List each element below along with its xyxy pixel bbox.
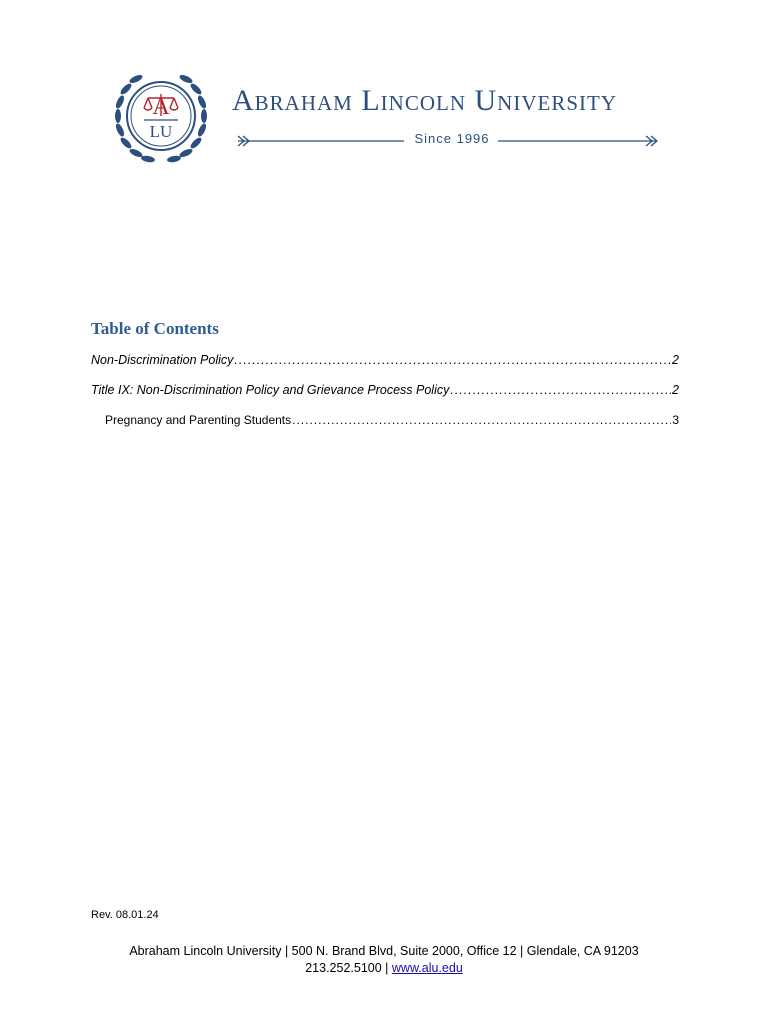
toc-entry-page: 2 [672,353,679,367]
toc-entry-page: 3 [672,413,679,427]
university-seal-icon [104,66,218,166]
since-row [236,130,662,152]
footer-contact [0,960,768,977]
toc-entry-title-ix[interactable] [91,382,679,398]
university-wordmark [232,84,668,154]
toc-heading: Table of Contents [91,319,219,338]
toc-leader-dots [292,412,671,428]
footer-phone: 213.252.5100 [305,961,382,975]
toc-entry-pregnancy-parenting[interactable] [91,412,679,428]
university-logo [104,66,668,168]
footer-separator: | [385,961,389,975]
svg-text:LU: LU [149,122,173,141]
revision-note: Rev. 08.01.24 [91,909,159,921]
toc-leader-dots [234,352,671,368]
footer-address: Abraham Lincoln University | 500 N. Brand Blvd, Suite 2000, Office 12 | Glendale, CA 91203 [129,944,639,958]
toc-entry-page: 2 [672,383,679,397]
toc-leader-dots [450,382,671,398]
svg-text:A: A [152,94,170,120]
table-of-contents [91,318,679,428]
university-name: Abraham Lincoln University [232,84,617,117]
since-text: Since 1996 [414,131,490,146]
toc-entry-title: Non-Discrimination Policy [91,353,234,367]
website-link[interactable]: www.alu.edu [391,961,463,975]
toc-entry-non-discrimination[interactable] [91,352,679,368]
toc-entry-title: Pregnancy and Parenting Students [105,413,292,427]
toc-entry-title: Title IX: Non-Discrimination Policy and Grievance Process Policy [91,383,450,397]
